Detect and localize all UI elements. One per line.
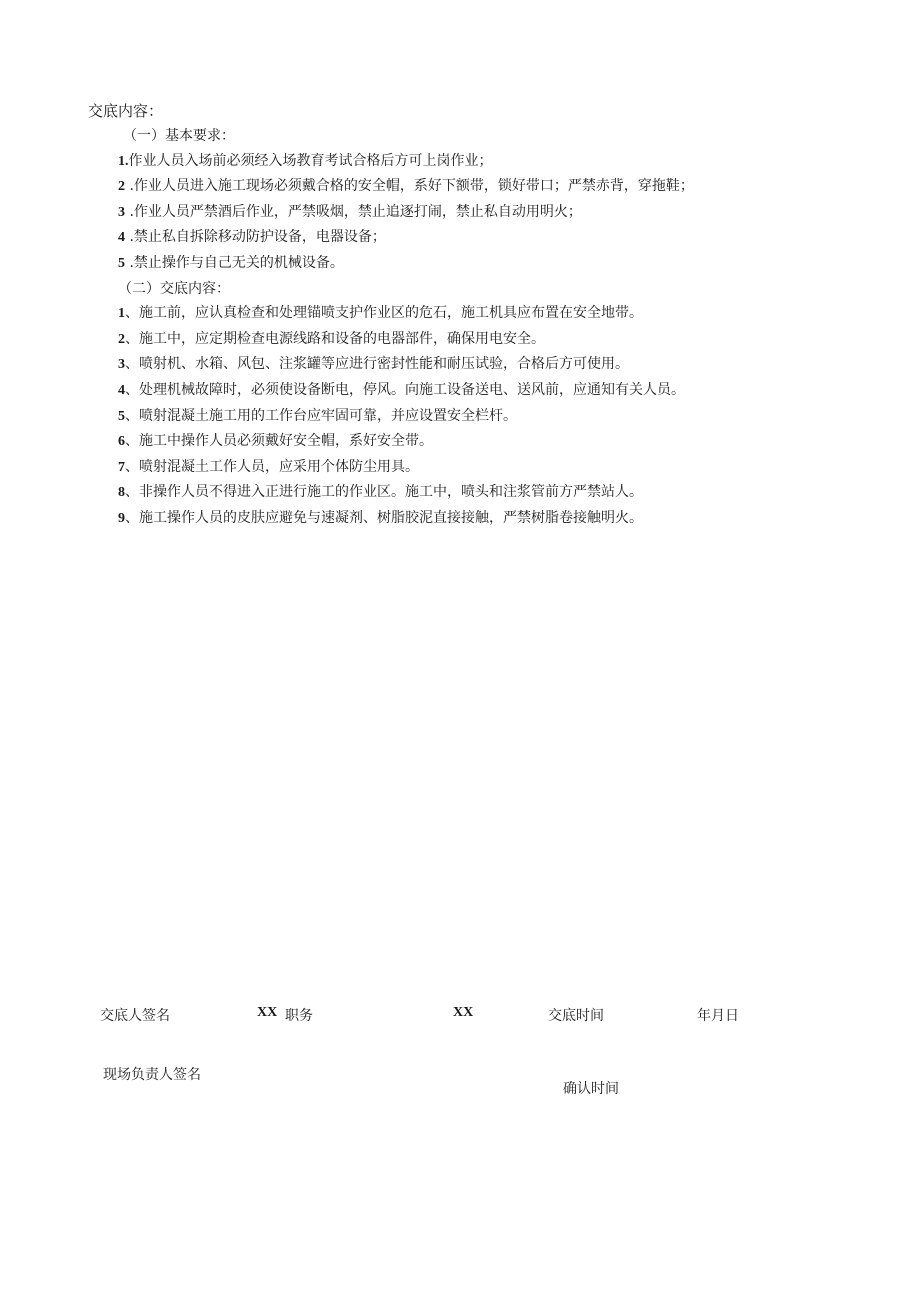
section2-item: [88, 404, 848, 430]
item-text: .禁止私自拆除移动防护设备，电器设备；: [129, 229, 386, 246]
disclosure-date: 年月日: [697, 1008, 739, 1024]
item-text: 、喷射混凝土工作人员，应采用个体防尘用具。: [125, 458, 419, 475]
section2-item: [88, 480, 848, 506]
section1-item: [88, 225, 848, 251]
position-value: XX: [453, 1005, 474, 1020]
item-text: 、施工中操作人员必须戴好安全帽，系好安全带。: [125, 433, 433, 450]
site-manager-signature-label: 现场负责人签名: [103, 1067, 201, 1083]
section2-item: [88, 455, 848, 481]
section2-item: [88, 429, 848, 455]
section1-item: [88, 251, 848, 277]
section1-item: [88, 149, 848, 175]
disclosure-time-label: 交底时间: [548, 1008, 604, 1024]
item-number: 3: [118, 357, 125, 373]
item-text: 、处理机械故障时，必须使设备断电，停风。向施工设备送电、送风前，应通知有关人员。: [125, 381, 685, 398]
item-number: 5: [118, 255, 125, 271]
item-number: 7: [118, 459, 125, 475]
section2-item: [88, 301, 848, 327]
section1-item: [88, 174, 848, 200]
section2-title: （二）交底内容：: [118, 280, 230, 297]
item-text: .禁止操作与自己无关的机械设备。: [129, 254, 344, 271]
item-text: 、非操作人员不得进入正进行施工的作业区。施工中，喷头和注浆管前方严禁站人。: [125, 484, 643, 501]
position-label: 职务: [285, 1008, 313, 1024]
item-text: .作业人员进入施工现场必须戴合格的安全帽，系好下额带，锁好带口；严禁赤背，穿拖鞋；: [129, 178, 694, 195]
item-number: 9: [118, 510, 125, 526]
section2-item: [88, 352, 848, 378]
item-text: .作业人员严禁酒后作业，严禁吸烟，禁止追逐打闹，禁止私自动用明火；: [129, 203, 582, 220]
item-text: 、喷射机、水箱、风包、注浆罐等应进行密封性能和耐压试验，合格后方可使用。: [125, 356, 629, 373]
item-number: 5: [118, 408, 125, 424]
item-number: 1: [118, 306, 125, 322]
item-number: 4: [118, 230, 125, 246]
section2-item: [88, 327, 848, 353]
item-number: 4: [118, 382, 125, 398]
section1-title: （一）基本要求：: [123, 128, 235, 144]
section2-item: [88, 378, 848, 404]
item-text: 、施工操作人员的皮肤应避免与速凝剂、树脂胶泥直接接触，严禁树脂卷接触明火。: [125, 509, 643, 526]
item-number: 2: [118, 179, 125, 195]
section2-item: [88, 506, 848, 532]
item-number: 3: [118, 204, 125, 220]
item-text: 、施工中，应定期检查电源线路和设备的电器部件，确保用电安全。: [125, 330, 545, 347]
confirm-time-label: 确认时间: [563, 1081, 619, 1097]
section1-item: [88, 200, 848, 226]
discloser-signature-label: 交底人签名: [100, 1008, 170, 1024]
disclosure-content: [88, 98, 848, 532]
item-number: 2: [118, 331, 125, 347]
discloser-signature-value: XX: [257, 1005, 278, 1020]
item-number: 8: [118, 485, 125, 501]
item-text: 、喷射混凝土施工用的工作台应牢固可靠，并应设置安全栏杆。: [125, 407, 517, 424]
item-text: 、施工前，应认真检查和处理锚喷支护作业区的危石，施工机具应布置在安全地带。: [125, 305, 643, 322]
content-heading: 交底内容：: [88, 102, 164, 120]
item-number: 1.: [118, 153, 129, 169]
item-number: 6: [118, 434, 125, 450]
item-text: 作业人员入场前必须经入场教育考试合格后方可上岗作业；: [128, 152, 493, 169]
